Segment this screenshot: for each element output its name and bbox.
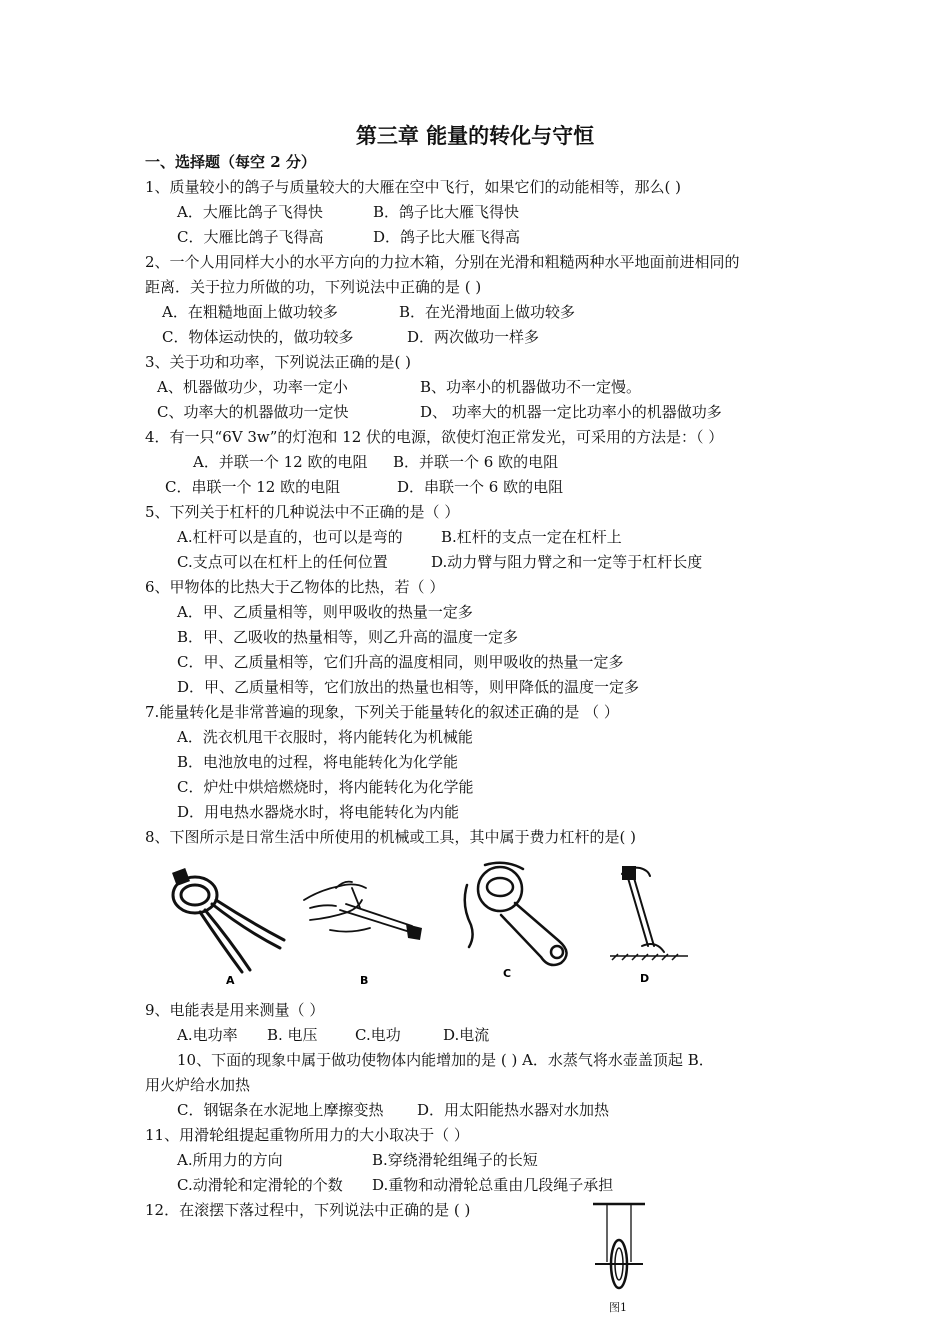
q11-option-b: B.穿绕滑轮组绳子的长短 [372,1151,538,1169]
q7-option-b: B．电池放电的过程，将电能转化为化学能 [177,753,459,771]
q5-stem: 5、下列关于杠杆的几种说法中不正确的是（ ） [145,503,460,521]
q1-option-b: B．鸽子比大雁飞得快 [373,203,520,221]
q1-option-d: D．鸽子比大雁飞得高 [373,228,521,246]
q9-option-a: A.电功率 [177,1026,238,1044]
q9-stem: 9、电能表是用来测量（ ） [145,1001,325,1019]
q5-option-d: D.动力臂与阻力臂之和一定等于杠杆长度 [431,553,703,571]
q11-option-c: C.动滑轮和定滑轮的个数 [177,1176,343,1194]
q1-option-c: C．大雁比鸽子飞得高 [177,228,324,246]
q9-options [177,1025,489,1045]
figure-label-b: B [360,974,369,987]
q7-option-d: D．用电热水器烧水时，将电能转化为内能 [177,803,460,821]
q5-option-c: C.支点可以在杠杆上的任何位置 [177,553,388,571]
figure-label-c: C [503,967,512,980]
q5-options-ab [177,527,622,547]
q4-stem: 4．有一只“6V 3w”的灯泡和 12 伏的电源，欲使灯泡正常发光，可采用的方法是：（ ） [145,428,724,446]
q3-options-cd [157,402,722,422]
q2-option-d: D．两次做功一样多 [407,328,540,346]
q9-option-d: D.电流 [443,1026,490,1044]
q4-options-cd [165,477,563,497]
q1-options-cd [177,227,520,247]
q1-option-a: A．大雁比鸽子飞得快 [177,203,323,221]
q2-option-b: B．在光滑地面上做功较多 [399,303,576,321]
q3-options-ab [157,377,641,397]
q2-option-c: C．物体运动快的，做功较多 [162,328,354,346]
q7-option-a: A．洗衣机甩干衣服时，将内能转化为机械能 [177,728,473,746]
q1-stem: 1、质量较小的鸽子与质量较大的大雁在空中飞行，如果它们的动能相等，那么( ) [145,178,682,196]
tool-figure-c [455,855,585,990]
q10-options-cd [177,1100,609,1120]
tool-figure-b [300,860,435,990]
q4-options-ab [193,452,558,472]
q1-options-ab [177,202,519,222]
q8-stem: 8、下图所示是日常生活中所使用的机械或工具，其中属于费力杠杆的是( ) [145,828,637,846]
section-heading: 一、选择题（每空 2 分） [145,153,316,171]
q2-stem-line1: 2、一个人用同样大小的水平方向的力拉木箱，分别在光滑和粗糙两种水平地面前进相同的 [145,253,740,271]
q3-option-d: D、 功率大的机器一定比功率小的机器做功多 [420,403,722,421]
q4-option-a: A．并联一个 12 欧的电阻 [193,453,368,471]
q5-option-a: A.杠杆可以是直的，也可以是弯的 [177,528,403,546]
q6-option-b: B．甲、乙吸收的热量相等，则乙升高的温度一定多 [177,628,519,646]
q2-option-a: A．在粗糙地面上做功较多 [162,303,338,321]
q10-line2: 用火炉给水加热 [145,1076,251,1094]
figure-label-d: D [640,972,650,985]
q7-option-c: C．炉灶中烘焙燃烧时，将内能转化为化学能 [177,778,474,796]
figure-1-caption: 图1 [609,1301,627,1314]
q4-option-d: D．串联一个 6 欧的电阻 [397,478,564,496]
q11-option-d: D.重物和动滑轮总重由几段绳子承担 [372,1176,614,1194]
q7-stem: 7.能量转化是非常普遍的现象，下列关于能量转化的叙述正确的是 （ ） [145,703,619,721]
q3-stem: 3、关于功和功率，下列说法正确的是( ) [145,353,412,371]
q10-option-c: C．钢锯条在水泥地上摩擦变热 [177,1101,384,1119]
q11-stem: 11、用滑轮组提起重物所用力的大小取决于（ ） [145,1126,469,1144]
q9-option-b: B. 电压 [267,1026,318,1044]
q6-stem: 6、甲物体的比热大于乙物体的比热，若（ ） [145,578,445,596]
page-title: 第三章 能量的转化与守恒 [355,123,595,148]
q9-option-c: C.电功 [355,1026,401,1044]
tool-figure-d [608,860,698,990]
q4-option-c: C．串联一个 12 欧的电阻 [165,478,341,496]
q11-option-a: A.所用力的方向 [177,1151,283,1169]
q3-option-b: B、功率小的机器做功不一定慢。 [420,378,642,396]
q11-options-cd [177,1175,613,1195]
q6-option-a: A．甲、乙质量相等，则甲吸收的热量一定多 [177,603,473,621]
q2-options-cd [162,327,539,347]
q4-option-b: B．并联一个 6 欧的电阻 [393,453,559,471]
q2-options-ab [162,302,575,322]
q3-option-c: C、功率大的机器做功一定快 [157,403,349,421]
q10-line1: 10、下面的现象中属于做功使物体内能增加的是 ( ) A．水蒸气将水壶盖顶起 B． [177,1051,714,1069]
q5-option-b: B.杠杆的支点一定在杠杆上 [441,528,622,546]
figure-label-a: A [226,974,235,987]
q3-option-a: A、机器做功少，功率一定小 [157,378,348,396]
tool-figure-a [160,860,290,990]
q10-option-d: D．用太阳能热水器对水加热 [417,1101,610,1119]
maxwell-wheel-figure [585,1198,655,1318]
q5-options-cd [177,552,702,572]
q6-option-c: C．甲、乙质量相等，它们升高的温度相同，则甲吸收的热量一定多 [177,653,624,671]
q12-stem: 12．在滚摆下落过程中，下列说法中正确的是 ( ) [145,1201,471,1219]
q11-options-ab [177,1150,538,1170]
q2-stem-line2: 距离．关于拉力所做的功，下列说法中正确的是 ( ) [145,278,482,296]
q6-option-d: D．甲、乙质量相等，它们放出的热量也相等，则甲降低的温度一定多 [177,678,640,696]
